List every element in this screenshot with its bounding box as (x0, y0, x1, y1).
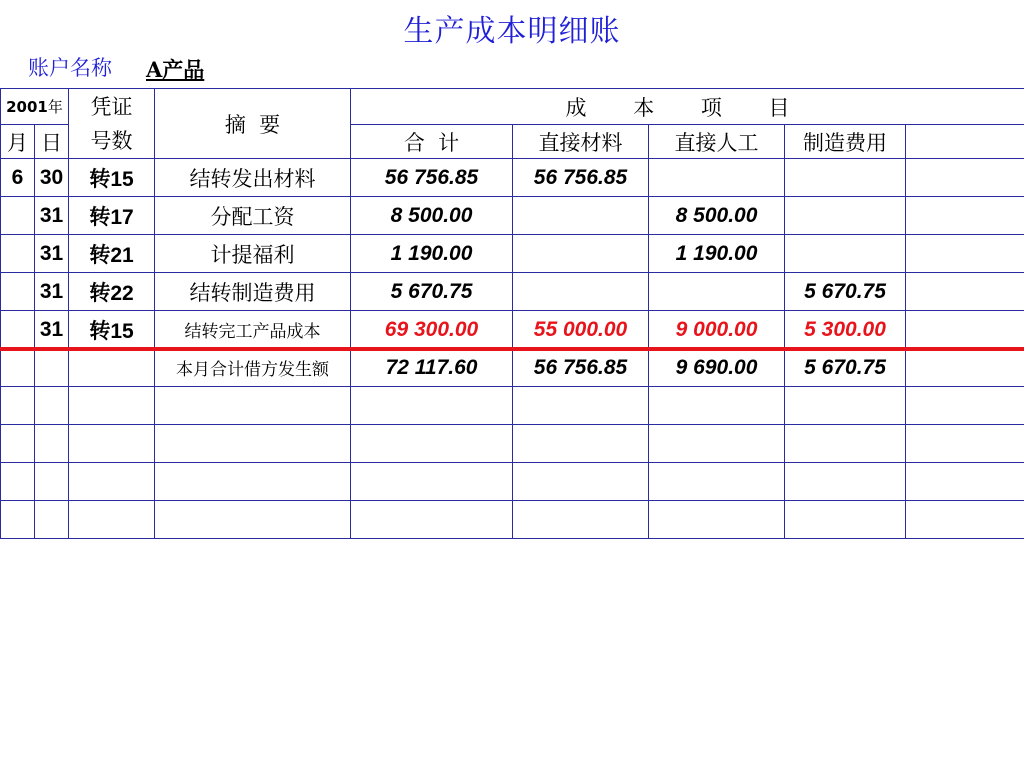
summary-header: 摘 要 (155, 89, 351, 159)
cell-total: 1 190.00 (351, 235, 513, 273)
year-header (1, 89, 69, 125)
table-row-monthly-total (1, 349, 1024, 387)
empty-row (1, 425, 1024, 463)
cell-material: 56 756.85 (513, 159, 649, 197)
cell-month (1, 273, 35, 311)
cell-extra (906, 197, 1024, 235)
cell-material: 56 756.85 (513, 349, 649, 387)
cell-month (1, 311, 35, 349)
cell-labor: 9 690.00 (649, 349, 785, 387)
cell-day: 31 (35, 235, 69, 273)
empty-row (1, 501, 1024, 539)
cell-day: 31 (35, 273, 69, 311)
cell-extra (906, 311, 1024, 349)
cell-extra (906, 273, 1024, 311)
cell-voucher (69, 349, 155, 387)
header-row-1 (1, 89, 1024, 125)
cell-material: 55 000.00 (513, 311, 649, 349)
voucher-header-line2: 号数 (90, 128, 133, 153)
voucher-header (69, 89, 155, 159)
ledger-table (0, 88, 1024, 539)
cell-voucher: 转15 (69, 159, 155, 197)
account-name-value: A产品 (146, 57, 205, 82)
cell-month (1, 235, 35, 273)
year-suffix: 年 (47, 98, 63, 116)
table-row (1, 197, 1024, 235)
separator-line (0, 347, 1024, 351)
month-header: 月 (1, 125, 35, 159)
direct-material-header: 直接材料 (513, 125, 649, 159)
cell-total: 56 756.85 (351, 159, 513, 197)
cell-total: 8 500.00 (351, 197, 513, 235)
cell-summary: 结转发出材料 (155, 159, 351, 197)
total-header: 合 计 (351, 125, 513, 159)
cell-overhead: 5 670.75 (785, 349, 906, 387)
cell-labor: 1 190.00 (649, 235, 785, 273)
account-name-label: 账户名称 (28, 56, 112, 80)
cell-summary: 本月合计借方发生额 (155, 349, 351, 387)
cell-overhead (785, 159, 906, 197)
cell-labor (649, 159, 785, 197)
cell-day: 30 (35, 159, 69, 197)
overhead-header: 制造费用 (785, 125, 906, 159)
cell-day: 31 (35, 311, 69, 349)
cell-summary: 分配工资 (155, 197, 351, 235)
cell-extra (906, 235, 1024, 273)
day-header: 日 (35, 125, 69, 159)
cell-voucher: 转22 (69, 273, 155, 311)
cell-day: 31 (35, 197, 69, 235)
cell-overhead: 5 670.75 (785, 273, 906, 311)
empty-row (1, 463, 1024, 501)
extra-header (906, 125, 1024, 159)
cell-month (1, 197, 35, 235)
year-value: 2001 (6, 98, 48, 116)
cell-labor: 8 500.00 (649, 197, 785, 235)
cell-month: 6 (1, 159, 35, 197)
cell-overhead: 5 300.00 (785, 311, 906, 349)
cell-overhead (785, 235, 906, 273)
cell-labor: 9 000.00 (649, 311, 785, 349)
cell-extra (906, 349, 1024, 387)
cell-extra (906, 159, 1024, 197)
cell-summary: 结转完工产品成本 (155, 311, 351, 349)
cell-summary: 结转制造费用 (155, 273, 351, 311)
cell-total: 72 117.60 (351, 349, 513, 387)
cell-voucher: 转15 (69, 311, 155, 349)
table-row-highlighted (1, 311, 1024, 349)
cell-labor (649, 273, 785, 311)
cell-summary: 计提福利 (155, 235, 351, 273)
cell-voucher: 转21 (69, 235, 155, 273)
cell-day (35, 349, 69, 387)
page-title: 生产成本明细账 (403, 14, 621, 49)
cell-total: 5 670.75 (351, 273, 513, 311)
cell-material (513, 235, 649, 273)
cell-material (513, 197, 649, 235)
cell-overhead (785, 197, 906, 235)
table-row (1, 235, 1024, 273)
cell-material (513, 273, 649, 311)
cell-month (1, 349, 35, 387)
empty-row (1, 387, 1024, 425)
cell-voucher: 转17 (69, 197, 155, 235)
direct-labor-header: 直接人工 (649, 125, 785, 159)
cost-items-header: 成 本 项 目 (351, 89, 1024, 125)
table-row (1, 159, 1024, 197)
cell-total: 69 300.00 (351, 311, 513, 349)
table-row (1, 273, 1024, 311)
voucher-header-line1: 凭证 (90, 94, 133, 119)
